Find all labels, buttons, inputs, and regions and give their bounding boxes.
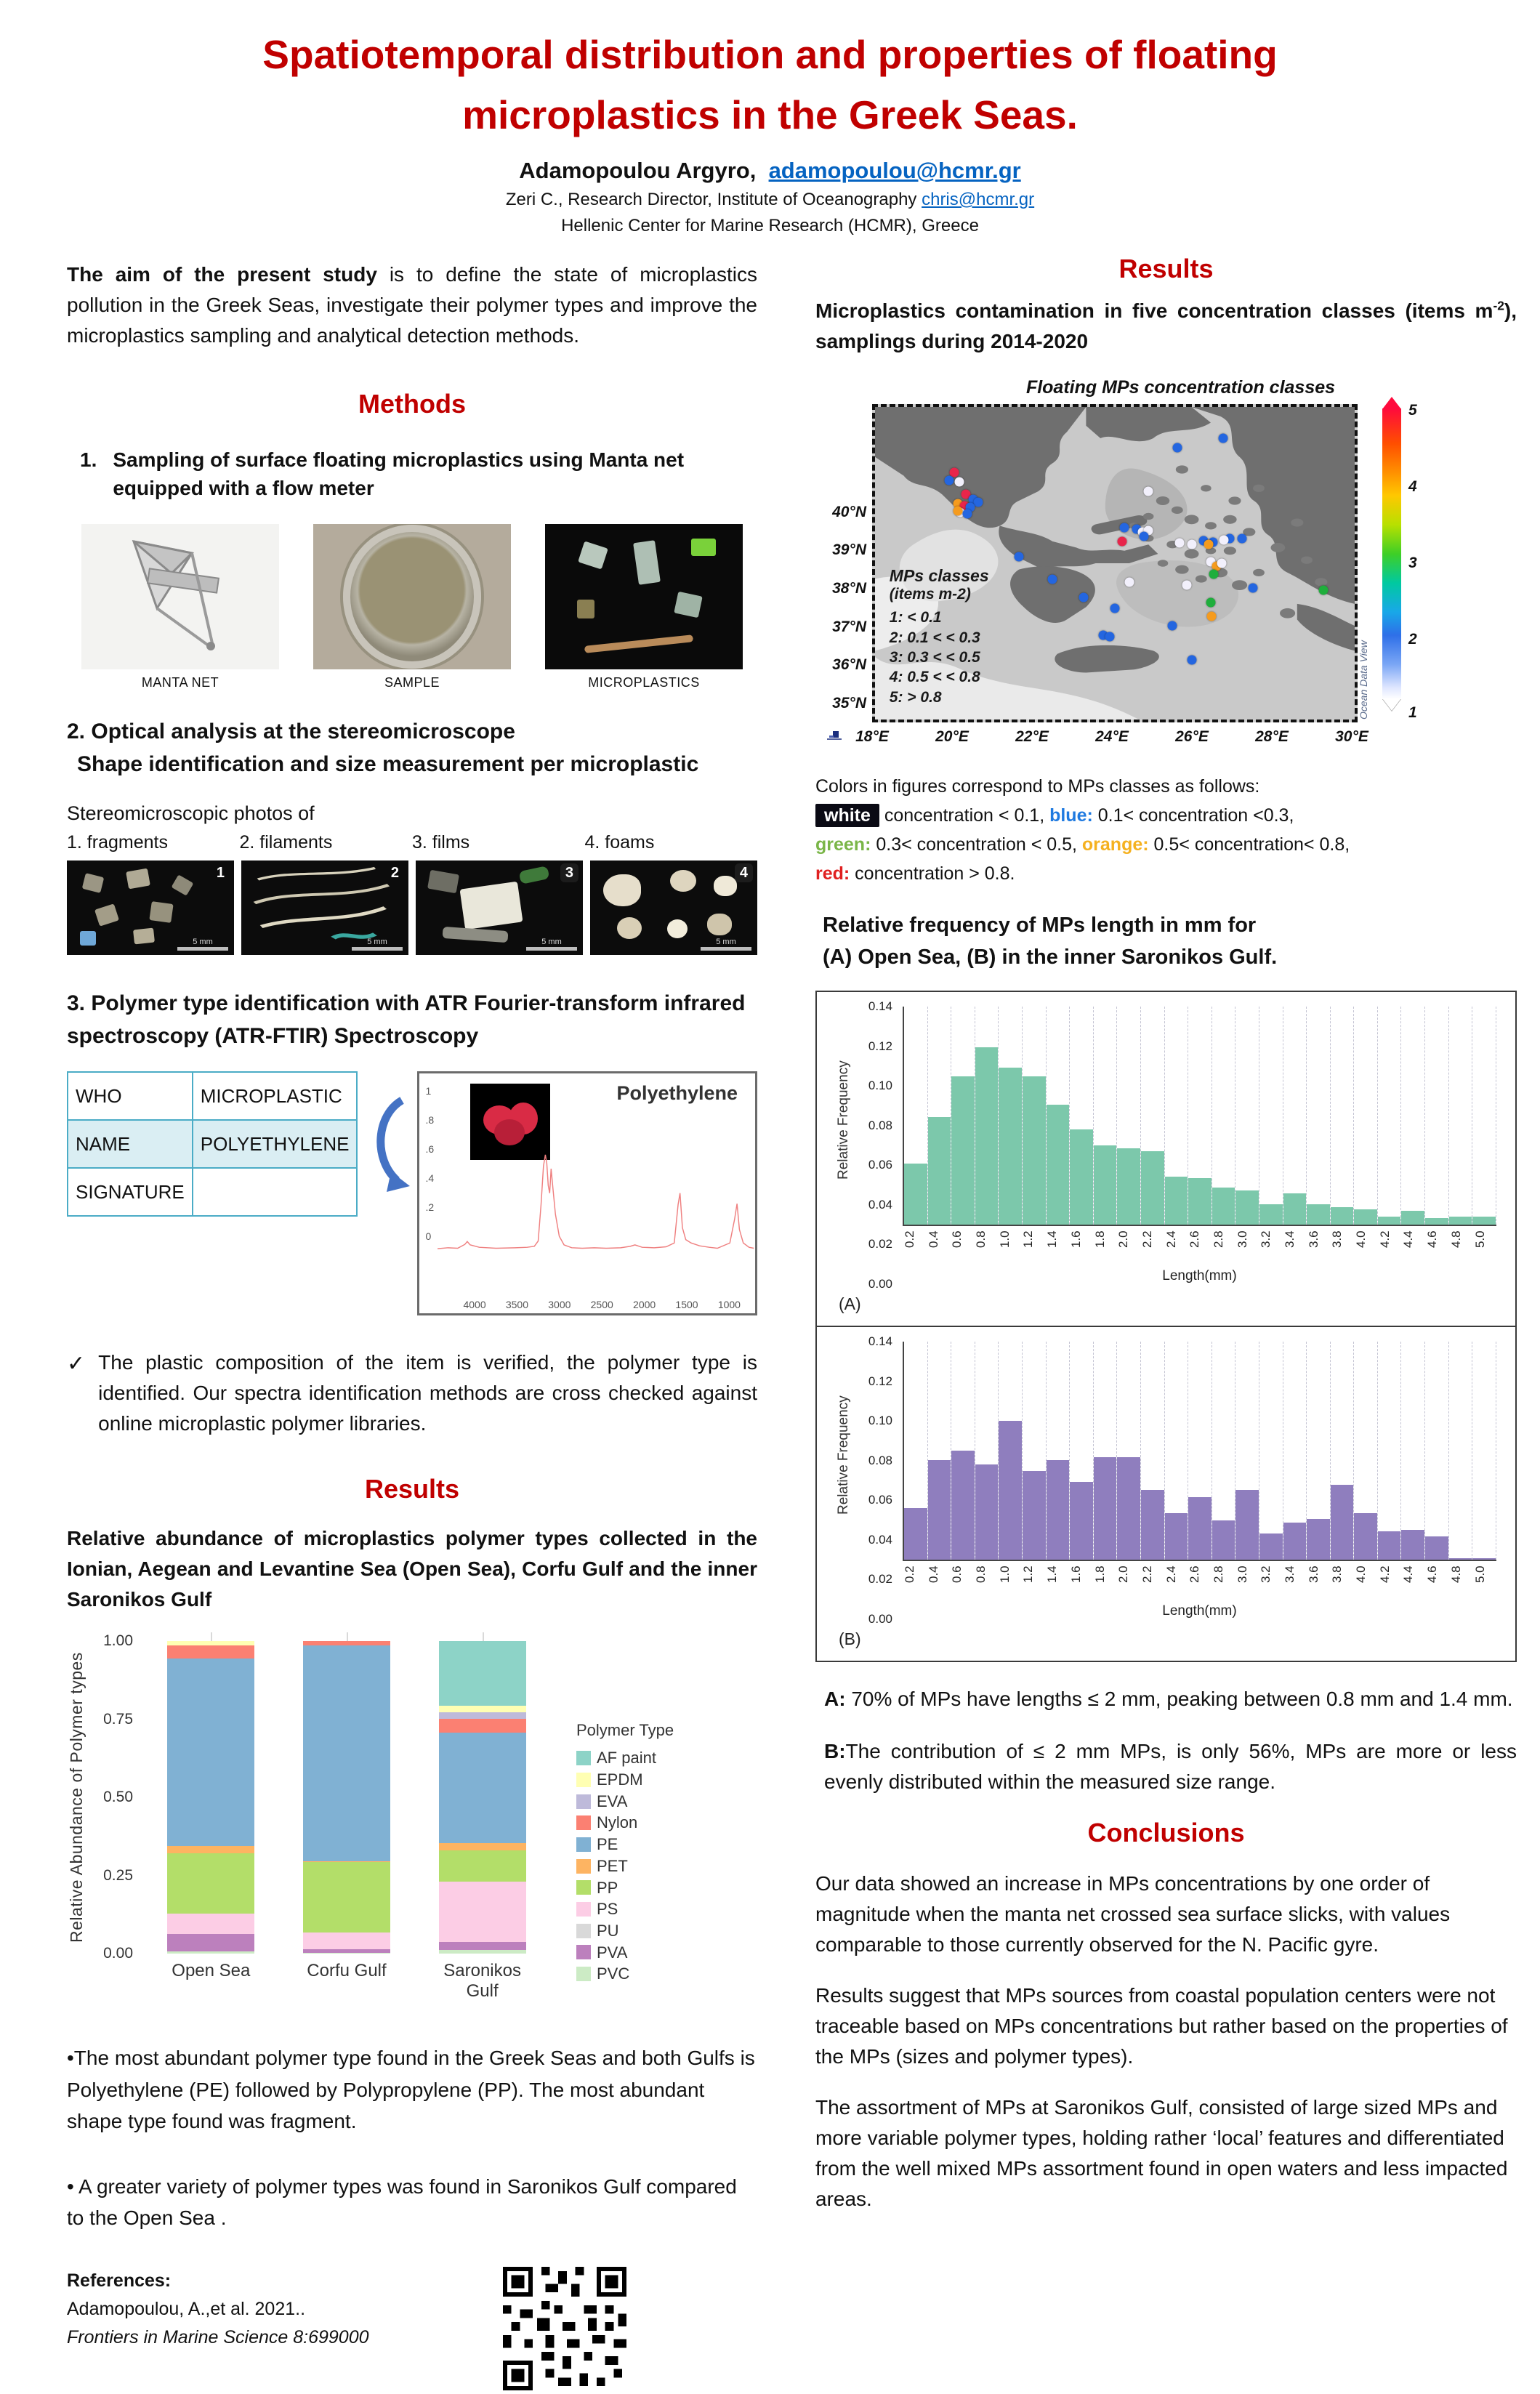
poster-title-line2: microplastics in the Greek Seas. [462, 92, 1078, 137]
map-figure [815, 377, 1517, 753]
stack-segment-epdm [167, 1641, 254, 1645]
red-class-label: red: [815, 863, 850, 884]
verification-note [67, 1347, 757, 1439]
map-legend-title: MPs classes [889, 566, 989, 586]
blue-class-label: blue: [1049, 805, 1093, 826]
map-caption-sup: -2 [1493, 298, 1504, 313]
green-class-text: 0.3< concentration < 0.5, [871, 834, 1082, 855]
lat-label: 38°N [832, 580, 866, 597]
ftir-table [67, 1071, 358, 1217]
station-dot [962, 509, 972, 519]
aim-paragraph [67, 259, 757, 351]
legend-item-pe: PE [576, 1834, 674, 1855]
scale-bar-4: 5 mm [701, 938, 751, 951]
map-figure-caption [815, 296, 1517, 357]
white-class-text: concentration < 0.1, [879, 805, 1050, 826]
reference-citation: Adamopoulou, A.,et al. 2021.. [67, 2299, 306, 2320]
legend-item-pvc: PVC [576, 1963, 674, 1985]
legend-item-pp: PP [576, 1877, 674, 1899]
stereo-photo-fragments [67, 861, 234, 955]
stack-segment-af-paint [439, 1641, 526, 1705]
colorbar-gradient [1382, 408, 1401, 699]
stereo-intro: Stereomicroscopic photos of [67, 802, 315, 825]
stack-segment-pp [303, 1862, 390, 1932]
stack-segment-ps [167, 1914, 254, 1934]
station-dot [1172, 443, 1182, 452]
orange-class-text: 0.5< concentration< 0.8, [1148, 834, 1350, 855]
hist-a-x-ticks: 0.2 0.4 0.6 0.8 1.0 1.2 1.4 1.6 1.8 2.0 2.2 2.4 2.6 2.8 3.0 3.2 3.4 3.6 3.8 4.0 4.2 4.4 4.6 4.8 5.0 [903, 1230, 1487, 1248]
stereo-photo-foams [590, 861, 757, 955]
poster-title [0, 25, 1540, 145]
odv-logo-icon [827, 730, 842, 741]
white-class-chip: white [815, 804, 879, 827]
method-item-3: 3. Polymer type identification with ATR Fourier-transform infrared spectroscopy (ATR-FTIR) Spectroscopy [67, 991, 746, 1049]
finding-b-rest: The contribution of ≤ 2 mm MPs, is only 56%, MPs are more or less evenly distributed within the measured size range. [824, 1740, 1517, 1793]
stack-segment-pet [303, 1861, 390, 1863]
ftir-table-row-name [68, 1120, 357, 1168]
map-caption-pre: Microplastics contamination in five concentration classes (items m [815, 299, 1493, 322]
station-dot [1209, 570, 1218, 579]
station-dot [1219, 536, 1229, 545]
stereo-badge-1: 1 [216, 865, 225, 882]
stereo-badge-3: 3 [560, 863, 578, 882]
legend-item-ps: PS [576, 1898, 674, 1920]
references-block [67, 2267, 369, 2351]
spectrum-title: Polyethylene [616, 1082, 738, 1105]
method-item-2 [67, 715, 757, 781]
hist-a-x-label: Length(mm) [1162, 1268, 1237, 1283]
legend-item-pu: PU [576, 1920, 674, 1942]
conclusions-header: Conclusions [1087, 1818, 1245, 1847]
reference-journal: Frontiers in Marine Science 8:699000 [67, 2326, 369, 2347]
polymer-legend [576, 1641, 674, 2002]
legend-item-epdm: EPDM [576, 1769, 674, 1791]
lat-label: 35°N [832, 694, 866, 712]
station-dot [1207, 612, 1217, 621]
histogram-saronikos [817, 1326, 1515, 1661]
stereo-label-filaments: 2. filaments [239, 832, 333, 853]
stack-segment-pe [303, 1645, 390, 1861]
color-key-intro: Colors in figures correspond to MPs classes as follows: [815, 776, 1260, 797]
microplastics-image [545, 524, 743, 669]
stack-segment-pva [303, 1949, 390, 1953]
length-histograms-figure [815, 991, 1517, 1662]
method-item-2-line2: Shape identification and size measurement per microplastic [77, 752, 699, 777]
map-colorbar [1372, 401, 1438, 722]
station-dot [1124, 577, 1134, 587]
left-column [67, 246, 757, 2394]
affiliation-text: Zeri C., Research Director, Institute of Oceanography [505, 190, 922, 209]
station-dot [1218, 434, 1227, 443]
aim-rest: is to define the state of microplastics pollution in the Greek Seas, investigate their polymer types and improve the microplastics sampling and analytical detection methods. [67, 263, 757, 347]
fig-b-tag: (B) [839, 1629, 861, 1648]
legend-item-eva: EVA [576, 1791, 674, 1813]
station-dot [1144, 487, 1153, 496]
station-dot [1048, 574, 1057, 584]
stereo-label-films: 3. films [412, 832, 470, 853]
greek-seas-map [872, 404, 1358, 722]
sampling-photo-strip [67, 524, 757, 690]
station-dot [953, 506, 962, 515]
legend-title: Polymer Type [576, 1721, 674, 1740]
ftir-table-row-signature [68, 1168, 357, 1216]
station-dot [1319, 585, 1329, 595]
legend-item-af-paint: AF paint [576, 1747, 674, 1769]
references-header: References: [67, 2270, 172, 2292]
station-dot [1079, 593, 1089, 602]
bullet-polymer-types: •The most abundant polymer type found in the Greek Seas and both Gulfs is Polyethylene (PE) followed by Polypropylene (PP). The most abundant shape type found was fragment. [67, 2047, 755, 2133]
bullet-variety: • A greater variety of polymer types was found in Saronikos Gulf compared to the Open Sea . [67, 2175, 737, 2229]
orange-class-label: orange: [1081, 834, 1149, 855]
stack-segment-pva [167, 1934, 254, 1951]
method-item-1-text: Sampling of surface floating microplastics using Manta net equipped with a flow meter [113, 448, 685, 500]
station-dot [1187, 656, 1196, 665]
frequency-caption [815, 910, 1517, 973]
author-email-link[interactable]: adamopoulou@hcmr.gr [768, 158, 1021, 183]
stack-y-axis-label: Relative Abundance of Polymer types [67, 1652, 86, 1943]
stereo-label-fragments: 1. fragments [67, 832, 168, 853]
station-dot [1187, 540, 1196, 549]
lon-label: 24°E [1095, 728, 1129, 745]
map-classes-legend [890, 566, 989, 706]
station-dot [973, 498, 983, 507]
affiliation-line3: Hellenic Center for Marine Research (HCMR), Greece [561, 216, 979, 235]
colorbar-label: 5 [1408, 401, 1417, 419]
results-header-right: Results [1118, 254, 1214, 283]
conclusion-2: Results suggest that MPs sources from coastal population centers were not traceable based on MPs concentrations but rather based on the properties of the MPs (sizes and polymer types). [815, 1984, 1508, 2068]
lat-label: 37°N [832, 618, 866, 635]
color-key-caption [815, 772, 1517, 888]
right-column [815, 246, 1517, 2394]
station-dot [1139, 532, 1148, 541]
ftir-spectrum-line [419, 1112, 755, 1297]
stack-segment-eva [439, 1712, 526, 1719]
stack-segment-pvc [439, 1950, 526, 1954]
frequency-caption-line2: (A) Open Sea, (B) in the inner Saronikos Gulf. [823, 945, 1278, 969]
stack-segment-nylon [167, 1645, 254, 1659]
stack-y-ticks: 0.00 0.25 0.50 0.75 1.00 [103, 1632, 133, 1962]
ftir-who-label: WHO [68, 1072, 193, 1120]
lat-label: 36°N [832, 656, 866, 674]
hist-a-y-label: Relative Frequency [836, 1060, 851, 1180]
photo-sample [313, 524, 511, 690]
stack-segment-ps [439, 1882, 526, 1943]
references-row [67, 2267, 757, 2394]
red-class-text: concentration > 0.8. [850, 863, 1015, 884]
station-dot [1204, 540, 1213, 549]
map-title: Floating MPs concentration classes [1025, 377, 1336, 398]
ftir-signature-label: SIGNATURE [68, 1168, 193, 1216]
lon-label: 20°E [935, 728, 969, 745]
conclusion-1: Our data showed an increase in MPs concentrations by one order of magnitude when the manta net crossed sea surface slicks, with values comparable to those currently observed for the N. Pacific gyre. [815, 1872, 1451, 1956]
legend-item-pva: PVA [576, 1942, 674, 1964]
hist-b-y-ticks: 0.00 0.02 0.04 0.06 0.08 0.10 0.12 0.14 [868, 1334, 892, 1626]
finding-b-lead: B: [824, 1740, 846, 1762]
stack-segment-epdm [439, 1706, 526, 1712]
stack-plot-area [103, 1632, 550, 1962]
hist-b-bars [903, 1342, 1496, 1561]
author-name: Adamopoulou Argyro, [519, 158, 757, 183]
station-dot [954, 477, 964, 487]
manta-net-image [81, 524, 279, 669]
photo-caption-sample: SAMPLE [384, 675, 440, 690]
ftir-signature-value [193, 1168, 358, 1216]
poster-header [0, 0, 1540, 236]
photo-caption-microplastics: MICROPLASTICS [588, 675, 700, 690]
colorbar-label: 4 [1408, 477, 1417, 495]
photo-manta-net [81, 524, 279, 690]
method-item-1 [67, 446, 757, 502]
scale-bar-1: 5 mm [177, 938, 228, 951]
lat-label: 39°N [832, 541, 866, 559]
qr-code [503, 2267, 626, 2394]
verification-text: The plastic composition of the item is verified, the polymer type is identified. Our spectra identification methods are cross checked against online microplastic polymer libraries. [98, 1351, 757, 1435]
aim-lead: The aim of the present study [67, 263, 377, 286]
ftir-block [67, 1071, 757, 1315]
station-dot [1110, 604, 1120, 613]
frequency-caption-line1: Relative frequency of MPs length in mm for [823, 914, 1257, 937]
finding-a-rest: 70% of MPs have lengths ≤ 2 mm, peaking between 0.8 mm and 1.4 mm. [845, 1688, 1513, 1710]
ftir-spectrum-figure: Polyethylene 1 .8 .6 .4 .2 0 4000 3500 3000 2500 2000 1500 1000 [417, 1071, 757, 1315]
legend-item-nylon: Nylon [576, 1812, 674, 1834]
affiliation-line2 [0, 190, 1540, 210]
map-legend-classes: 1: < 0.1 2: 0.1 < < 0.3 3: 0.3 < < 0.5 4: 0.5 < < 0.8 5: > 0.8 [889, 609, 980, 706]
station-dot [1237, 534, 1246, 544]
lon-label: 26°E [1175, 728, 1209, 745]
station-dot [1249, 584, 1258, 593]
author-line [0, 158, 1540, 184]
station-dot [1168, 621, 1177, 631]
ftir-name-label: NAME [68, 1120, 193, 1168]
stack-segment-pet [439, 1843, 526, 1850]
fig-a-tag: (A) [839, 1294, 861, 1313]
lon-label: 28°E [1255, 728, 1289, 745]
stack-segment-pe [167, 1659, 254, 1846]
stack-segment-pvc [303, 1953, 390, 1954]
poster-title-line1: Spatiotemporal distribution and properties of floating [262, 32, 1278, 77]
stack-segment-pva [439, 1942, 526, 1950]
stereo-photo-strip [67, 861, 757, 955]
stack-segment-pet [167, 1846, 254, 1853]
odv-credit: Ocean Data View [1358, 640, 1369, 720]
stereo-photo-films [416, 861, 583, 955]
method-item-1-number: 1. [80, 448, 97, 471]
scale-bar-2: 5 mm [352, 938, 403, 951]
station-dot [1105, 632, 1115, 642]
hist-a-bars [903, 1007, 1496, 1226]
stack-segment-pp [439, 1850, 526, 1882]
legend-item-pet: PET [576, 1855, 674, 1877]
station-dot [945, 476, 954, 485]
blue-class-text: 0.1< concentration <0.3, [1092, 805, 1294, 826]
abundance-caption: Relative abundance of microplastics polymer types collected in the Ionian, Aegean and Levantine Sea (Open Sea), Corfu Gulf and the inner Saronikos Gulf [67, 1527, 757, 1611]
histogram-open-sea [817, 992, 1515, 1326]
hist-b-x-label: Length(mm) [1162, 1603, 1237, 1619]
sample-image [313, 524, 511, 669]
curved-arrow-icon [362, 1071, 413, 1315]
lon-label: 30°E [1335, 728, 1368, 745]
ftir-table-row-who [68, 1072, 357, 1120]
ftir-who-value: MICROPLASTIC [193, 1072, 358, 1120]
map-lon-axis [855, 728, 1368, 753]
stereo-label-foams: 4. foams [584, 832, 655, 853]
polymer-stack-chart [67, 1632, 757, 2002]
findings-bullets [67, 2042, 757, 2233]
stack-segment-nylon [439, 1719, 526, 1732]
stack-segment-pp [167, 1853, 254, 1914]
stack-x-labels: Open Sea Corfu Gulf Saronikos Gulf [172, 1961, 521, 2002]
stereo-photo-filaments [241, 861, 408, 955]
lat-label: 40°N [832, 503, 866, 520]
colorbar-label: 1 [1408, 704, 1417, 721]
stack-segment-nylon [303, 1641, 390, 1645]
finding-b-text [815, 1736, 1517, 1797]
station-dot [1015, 552, 1024, 562]
station-dot [1182, 581, 1192, 590]
colorbar-label: 3 [1408, 555, 1417, 571]
station-dot [1120, 523, 1129, 532]
hist-b-x-ticks: 0.2 0.4 0.6 0.8 1.0 1.2 1.4 1.6 1.8 2.0 2.2 2.4 2.6 2.8 3.0 3.2 3.4 3.6 3.8 4.0 4.2 4.4 4.6 4.8 5.0 [903, 1565, 1487, 1583]
stack-segment-pe [439, 1733, 526, 1844]
station-dot [1175, 539, 1185, 548]
colorbar-label: 2 [1408, 631, 1417, 648]
stereo-badge-4: 4 [735, 863, 753, 882]
station-dot [1206, 597, 1216, 607]
stack-segment-ps [303, 1932, 390, 1948]
hist-a-y-ticks: 0.00 0.02 0.04 0.06 0.08 0.10 0.12 0.14 [868, 999, 892, 1291]
photo-caption-manta: MANTA NET [141, 675, 219, 690]
finding-a-text [815, 1684, 1517, 1714]
stack-segment-pvc [167, 1951, 254, 1954]
green-class-label: green: [815, 834, 871, 855]
map-legend-units: (items m-2) [889, 586, 971, 603]
methods-header: Methods [358, 389, 466, 419]
hist-b-y-label: Relative Frequency [836, 1395, 851, 1515]
stereo-shape-labels [67, 832, 757, 853]
station-dot [1217, 559, 1227, 568]
ftir-name-value: POLYETHYLENE [193, 1120, 358, 1168]
scale-bar-3: 5 mm [526, 938, 577, 951]
coauthor-email-link[interactable]: chris@hcmr.gr [922, 190, 1035, 209]
stereo-badge-2: 2 [390, 865, 399, 882]
lon-label: 18°E [855, 728, 889, 745]
station-dot [1117, 536, 1126, 546]
map-lat-axis [815, 404, 872, 722]
conclusions-block [815, 1869, 1517, 2214]
conclusion-3: The assortment of MPs at Saronikos Gulf, consisted of large sized MPs and more variable polymer types, holding rather ‘local’ features and differentiated from the well mixed MPs assortment found in open waters and less impacted areas. [815, 2096, 1508, 2210]
results-header-left: Results [364, 1474, 460, 1504]
photo-microplastics [545, 524, 743, 690]
lon-label: 22°E [1015, 728, 1049, 745]
sample-bowl [343, 525, 481, 669]
spectrum-x-axis: 4000 3500 3000 2500 2000 1500 1000 [463, 1299, 741, 1311]
map-caption-post: ), samplings during 2014-2020 [815, 299, 1517, 352]
method-item-2-line1: 2. Optical analysis at the stereomicroscope [67, 720, 515, 744]
finding-a-lead: A: [824, 1688, 846, 1710]
check-icon: ✓ [67, 1352, 86, 1377]
